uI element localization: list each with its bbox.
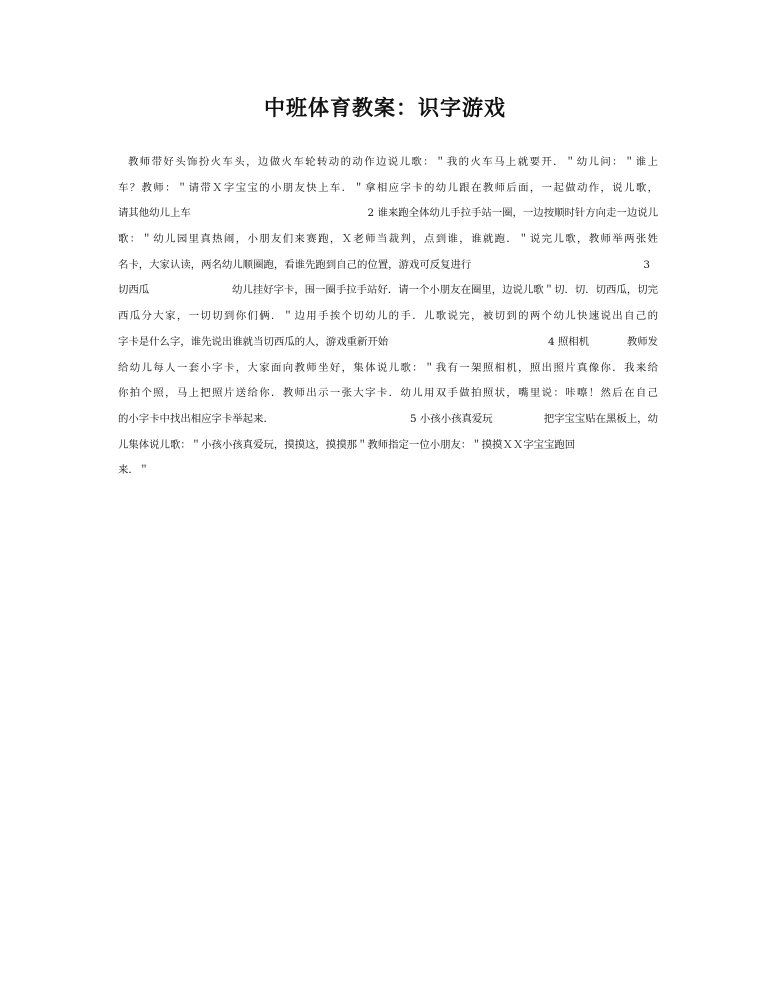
body-line-segment: 把字宝宝贴在黑板上，幼 xyxy=(543,412,658,425)
body-line: 车？教师：＂请带Ｘ字宝宝的小朋友快上车．＂拿相应字卡的幼儿跟在教师后面，一起做动作，说儿歌， xyxy=(118,181,658,194)
body-line-segment: 字卡是什么字，谁先说出谁就当切西瓜的人，游戏重新开始 xyxy=(118,335,389,348)
section-heading: 切西瓜 xyxy=(118,284,150,297)
body-line xyxy=(118,201,658,227)
body-line-segment: 教师发 xyxy=(626,335,658,348)
document-body xyxy=(118,150,658,484)
body-line: 西瓜分大家，一切切到你们俩．＂边用手挨个切幼儿的手．儿歌说完，被切到的两个幼儿快速说出自己的 xyxy=(118,310,658,323)
body-line-segment: 请其他幼儿上车 xyxy=(118,207,191,220)
body-line-segment: 名卡，大家认读，两名幼儿顺圈跑，看谁先跑到自己的位置，游戏可反复进行 xyxy=(118,258,472,271)
section-number: 3 xyxy=(643,258,650,271)
body-line xyxy=(118,278,658,304)
body-line xyxy=(118,330,658,356)
body-line-segment: 2 谁来跑全体幼儿手拉手站一圈，一边按顺时针方向走一边说儿 xyxy=(367,207,658,220)
body-line: 教师带好头饰扮火车头，边做火车轮转动的动作边说儿歌：＂我的火车马上就要开．＂幼儿问：＂谁上 xyxy=(128,156,658,168)
document-title: 中班体育教案：识字游戏 xyxy=(264,95,506,120)
section-heading: 5 小孩小孩真爱玩 xyxy=(410,412,493,425)
body-line: 歌：＂幼儿园里真热闹，小朋友们来赛跑，Ｘ老师当裁判，点到谁，谁就跑．＂说完儿歌，教师举两张姓 xyxy=(118,233,658,246)
body-line: 儿集体说儿歌：＂小孩小孩真爱玩，摸摸这，摸摸那＂教师指定一位小朋友：＂摸摸ＸＸ字宝宝跑回 xyxy=(118,438,576,451)
body-line-segment: 的小字卡中找出相应字卡举起来． xyxy=(118,412,274,425)
body-line: 你拍个照，马上把照片送给你．教师出示一张大字卡．幼儿用双手做拍照状，嘴里说：咔嚓！然后在自己 xyxy=(118,387,658,400)
body-line: 给幼儿每人一套小字卡，大家面向教师坐好，集体说儿歌：＂我有一架照相机，照出照片真像你．我来给 xyxy=(118,361,658,374)
body-line xyxy=(118,407,658,433)
body-line-segment: 幼儿挂好字卡，围一圈手拉手站好．请一个小朋友在圈里，边说儿歌＂切．切．切西瓜，切完 xyxy=(231,284,658,297)
body-line xyxy=(118,253,658,279)
section-heading: 4 照相机 xyxy=(548,335,590,348)
body-line: 来．＂ xyxy=(118,464,150,477)
